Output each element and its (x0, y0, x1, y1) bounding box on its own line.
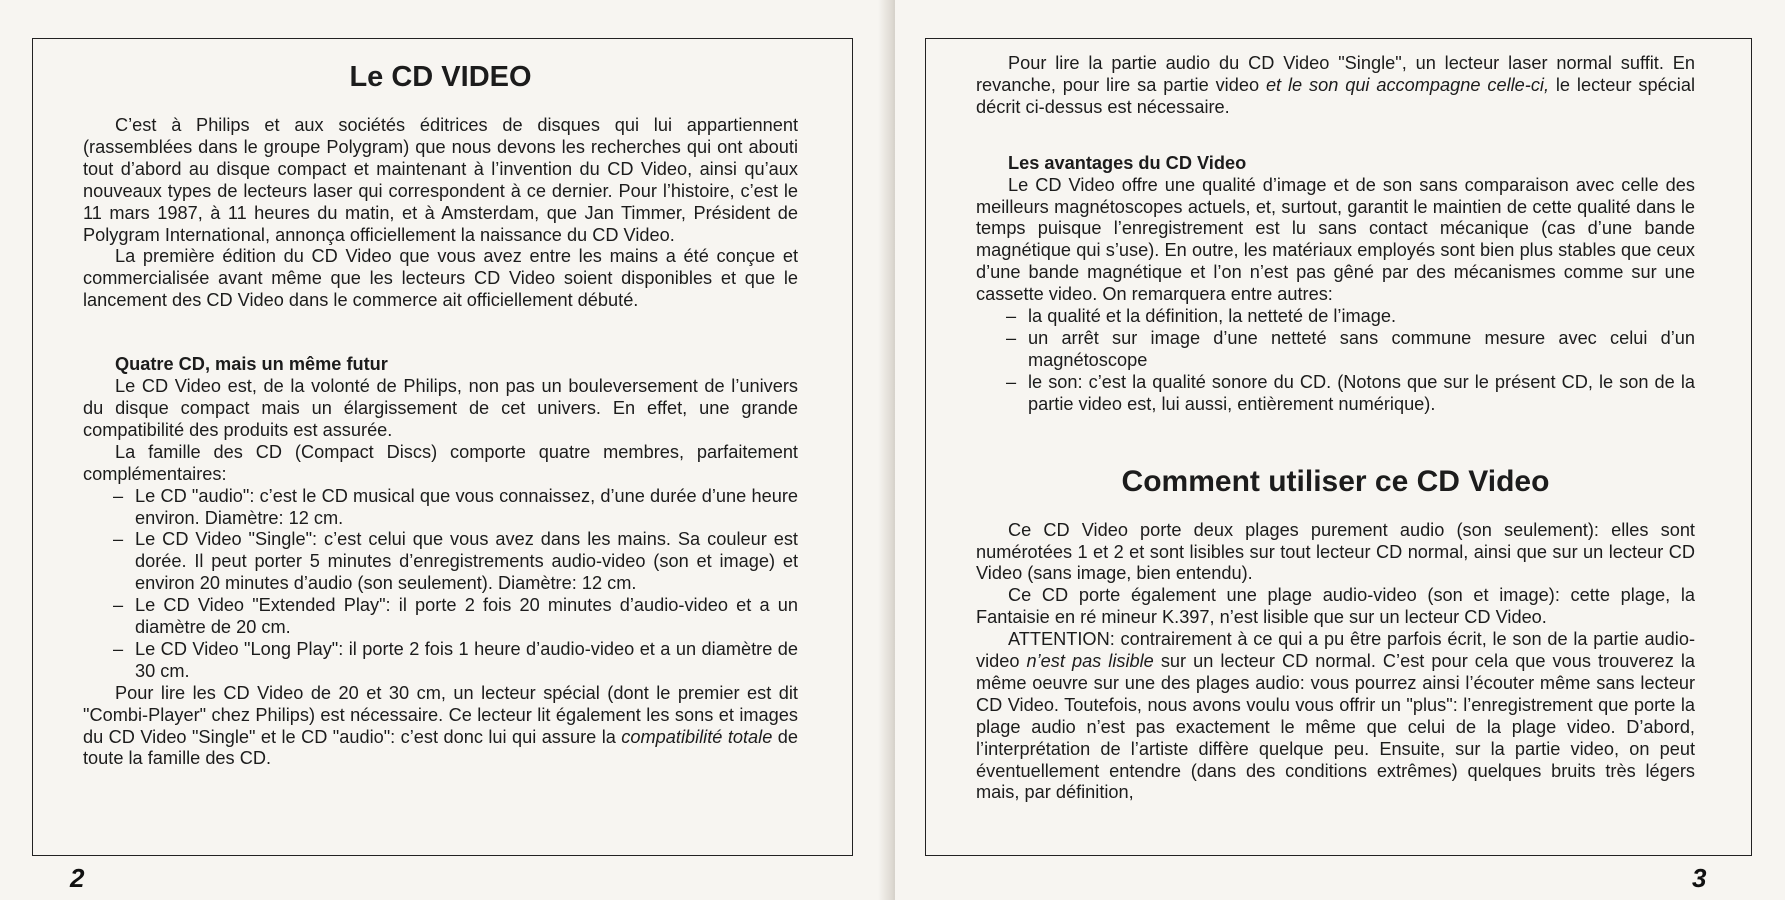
page-title: Le CD VIDEO (349, 61, 532, 93)
section-paragraph: Le CD Video est, de la volonté de Philips, non pas un bouleversement de l’univers du disque compact mais un élargissement de cet univers. En effet, une grande compatibilité des produits est assurée. (83, 376, 798, 440)
list-item: – Le CD Video "Extended Play": il porte 2 fois 20 minutes d’audio-video et a un diamètre de 20 cm. (83, 595, 798, 639)
right-page (895, 0, 1785, 900)
usage-emphasis: n’est pas lisible (1026, 651, 1154, 672)
list-item: – la qualité et la définition, la netteté de l’image. (976, 306, 1695, 328)
top-text: Pour lire la partie audio du CD Video "Single", un lecteur laser normal suffit. En revanche, pour lire sa partie video (976, 53, 1695, 95)
advantages-list (976, 306, 1695, 416)
top-paragraph (976, 53, 1695, 119)
closing-text-end: de toute la famille des CD. (83, 726, 798, 769)
advantages-heading: Les avantages du CD Video (1008, 152, 1247, 173)
usage-text: ATTENTION: contrairement à ce qui a pu être parfois écrit, le son de la partie audio-video (976, 629, 1695, 672)
intro-paragraph: C’est à Philips et aux sociétés éditrices de disques qui lui appartiennent (rassemblées dans le groupe Polygram) que nous devons les recherches qui ont abouti tout d’abord au disque compact et maintenant à l’invention du CD Video, ainsi qu’aux nouveaux types de lecteurs laser qui correspondent à ce dernier. Pour l’histoire, c’est le 11 mars 1987, à 11 heures du matin, et à Amsterdam, que Jan Timmer, Président de Polygram International, annonça officiellement la naissance du CD Video. (83, 115, 798, 245)
list-item: – Le CD Video "Long Play": il porte 2 fois 1 heure d’audio-video et a un diamètre de 30 cm. (83, 639, 798, 683)
top-text-end: le lecteur spécial décrit ci-dessus est nécessaire. (976, 74, 1695, 117)
closing-emphasis: compatibilité totale (621, 726, 773, 747)
cd-family-list (83, 486, 798, 683)
list-item: – Le CD "audio": c’est le CD musical que vous connaissez, d’une durée d’une heure environ. Diamètre: 12 cm. (83, 486, 798, 530)
list-item: – un arrêt sur image d’une netteté sans commune mesure avec celui d’un magnétoscope (976, 328, 1695, 372)
left-page (0, 0, 890, 900)
section-title: Comment utiliser ce CD Video (1121, 464, 1550, 498)
right-text-frame (925, 38, 1752, 856)
top-emphasis: et le son qui accompagne celle-ci, (1265, 74, 1550, 95)
usage-paragraph: Ce CD Video porte deux plages purement audio (son seulement): elles sont numérotées 1 et 2 et sont lisibles sur tout lecteur CD normal, ainsi que sur un lecteur CD Video (sans image, bien entendu). (976, 519, 1695, 584)
section-paragraph-2: La famille des CD (Compact Discs) comporte quatre membres, parfaitement complémentaires: (83, 441, 798, 484)
usage-text-end: sur un lecteur CD normal. C’est pour cela que vous trouverez la même oeuvre sur une des plages audio: vous pourrez ainsi l’écouter même sans lecteur CD Video. Toutefois, nous avons voulu vous offrir un "plus": l’enregistrement que porte la plage audio n’est pas exactement le même que celui de la plage video. D’abord, l’interprétation de l’artiste diffère quelque peu. Ensuite, sur la partie video, on peut éventuellement entendre (dans des conditions extrêmes) quelques bruits très légers mais, par définition, (976, 651, 1695, 803)
section-heading: Quatre CD, mais un même futur (115, 354, 388, 375)
intro-paragraph-2: La première édition du CD Video que vous avez entre les mains a été conçue et commercialisée avant même que les lecteurs CD Video soient disponibles et que le lancement des CD Video dans le commerce ait officiellement débuté. (83, 246, 798, 311)
list-item: – Le CD Video "Single": c’est celui que vous avez dans les mains. Sa couleur est dorée. Il peut porter 5 minutes d’enregistrements audio-video (son et image) et environ 20 minutes d’audio (son seulement). Diamètre: 12 cm. (83, 529, 798, 595)
usage-paragraph-3 (976, 629, 1695, 804)
closing-text: Pour lire les CD Video de 20 et 30 cm, un lecteur spécial (dont le premier est dit "Combi-Player" chez Philips) est nécessaire. Ce lecteur lit également les sons et images du CD Video "Single" et le CD "audio": c’est donc lui qui assure la (83, 682, 798, 747)
left-text-frame (32, 38, 853, 856)
closing-paragraph (83, 683, 798, 771)
page-number-right: 3 (1692, 863, 1707, 893)
list-item: – le son: c’est la qualité sonore du CD. (Notons que sur le présent CD, le son de la partie video est, lui aussi, entièrement numérique). (976, 372, 1695, 416)
page-number-left: 2 (70, 863, 85, 893)
usage-paragraph-2: Ce CD porte également une plage audio-video (son et image): cette plage, la Fantaisie en ré mineur K.397, n’est lisible que sur un lecteur CD Video. (976, 585, 1695, 628)
advantages-paragraph: Le CD Video offre une qualité d’image et de son sans comparaison avec celle des meilleurs magnétoscopes actuels, et, surtout, garantit le maintien de cette qualité dans le temps puisque l’enregistrement est lu sans contact mécanique (cas d’une bande magnétique qui s’use). En outre, les matériaux employés sont bien plus stables que ceux d’une bande magnétique et l’on n’est pas gêné par des mécanismes comme sur une cassette video. On remarquera entre autres: (976, 174, 1695, 305)
